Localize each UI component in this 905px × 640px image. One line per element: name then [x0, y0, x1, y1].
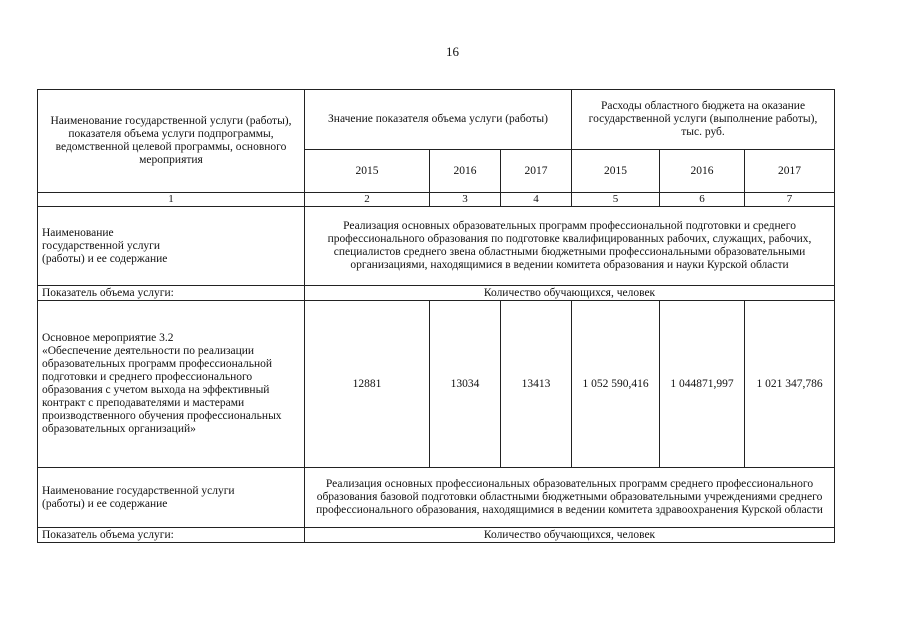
measure-label — [38, 301, 305, 468]
label-line: Наименование государственной услуги — [42, 484, 235, 497]
value-cell: 1 044871,997 — [660, 301, 745, 468]
column-number: 3 — [430, 193, 501, 207]
page-number: 16 — [446, 44, 459, 59]
service-content: Реализация основных образовательных программ профессиональной подготовки и среднего профессионального образования по подготовке квалифицированных рабочих, служащих, рабочих, специалистов среднего звена областными бюджетными профессиональными образовательными организациями, находящимися в ведении комитета образования и науки Курской области — [305, 207, 835, 286]
column-number: 7 — [745, 193, 835, 207]
value-cell: 1 021 347,786 — [745, 301, 835, 468]
value-cell: 1 052 590,416 — [572, 301, 660, 468]
header-volume-group: Значение показателя объема услуги (работы) — [305, 90, 572, 150]
column-number: 1 — [38, 193, 305, 207]
table-row — [38, 286, 835, 301]
column-numbers-row — [38, 193, 835, 207]
value-cell: 13413 — [501, 301, 572, 468]
service-content: Реализация основных профессиональных образовательных программ среднего профессионального образования базовой подготовки областными бюджетными образовательными учреждениями среднего профессионального образования, находящимися в ведении комитета здравоохранения Курской области — [305, 468, 835, 528]
header-expense-unit: тыс. руб. — [681, 126, 725, 138]
header-expense-group — [572, 90, 835, 150]
label-line: (работы) и ее содержание — [42, 497, 168, 510]
indicator-label: Показатель объема услуги: — [38, 286, 305, 301]
header-row — [38, 90, 835, 150]
column-number: 2 — [305, 193, 430, 207]
table-row — [38, 528, 835, 543]
indicator-content: Количество обучающихся, человек — [305, 528, 835, 543]
label-line: Основное мероприятие 3.2 — [42, 332, 174, 344]
header-name-column: Наименование государственной услуги (работы), показателя объема услуги подпрограммы, ведомственной целевой программы, основного мероприятия — [38, 90, 305, 193]
table-row — [38, 468, 835, 528]
indicator-content: Количество обучающихся, человек — [305, 286, 835, 301]
label-line: Наименование — [42, 226, 114, 239]
header-expense-label: Расходы областного бюджета на оказание государственной услуги (выполнение работы), — [588, 100, 818, 125]
table-row — [38, 207, 835, 286]
label-line: государственной услуги — [42, 239, 161, 252]
service-name-label — [38, 468, 305, 528]
table-row — [38, 301, 835, 468]
year-cell: 2016 — [660, 150, 745, 193]
year-cell: 2017 — [745, 150, 835, 193]
indicator-label: Показатель объема услуги: — [38, 528, 305, 543]
column-number: 6 — [660, 193, 745, 207]
column-number: 5 — [572, 193, 660, 207]
year-cell: 2015 — [572, 150, 660, 193]
label-line: «Обеспечение деятельности по реализации образовательных программ профессиональной подготовки и среднего профессионального образования с учетом выхода на эффективный контракт с преподавателями и мастерами производственного обучения профессиональных образовательных организаций» — [42, 345, 282, 435]
year-cell: 2015 — [305, 150, 430, 193]
service-name-label — [38, 207, 305, 286]
year-cell: 2017 — [501, 150, 572, 193]
value-cell: 12881 — [305, 301, 430, 468]
expense-table — [37, 89, 835, 543]
value-cell: 13034 — [430, 301, 501, 468]
column-number: 4 — [501, 193, 572, 207]
year-cell: 2016 — [430, 150, 501, 193]
label-line: (работы) и ее содержание — [42, 252, 168, 265]
